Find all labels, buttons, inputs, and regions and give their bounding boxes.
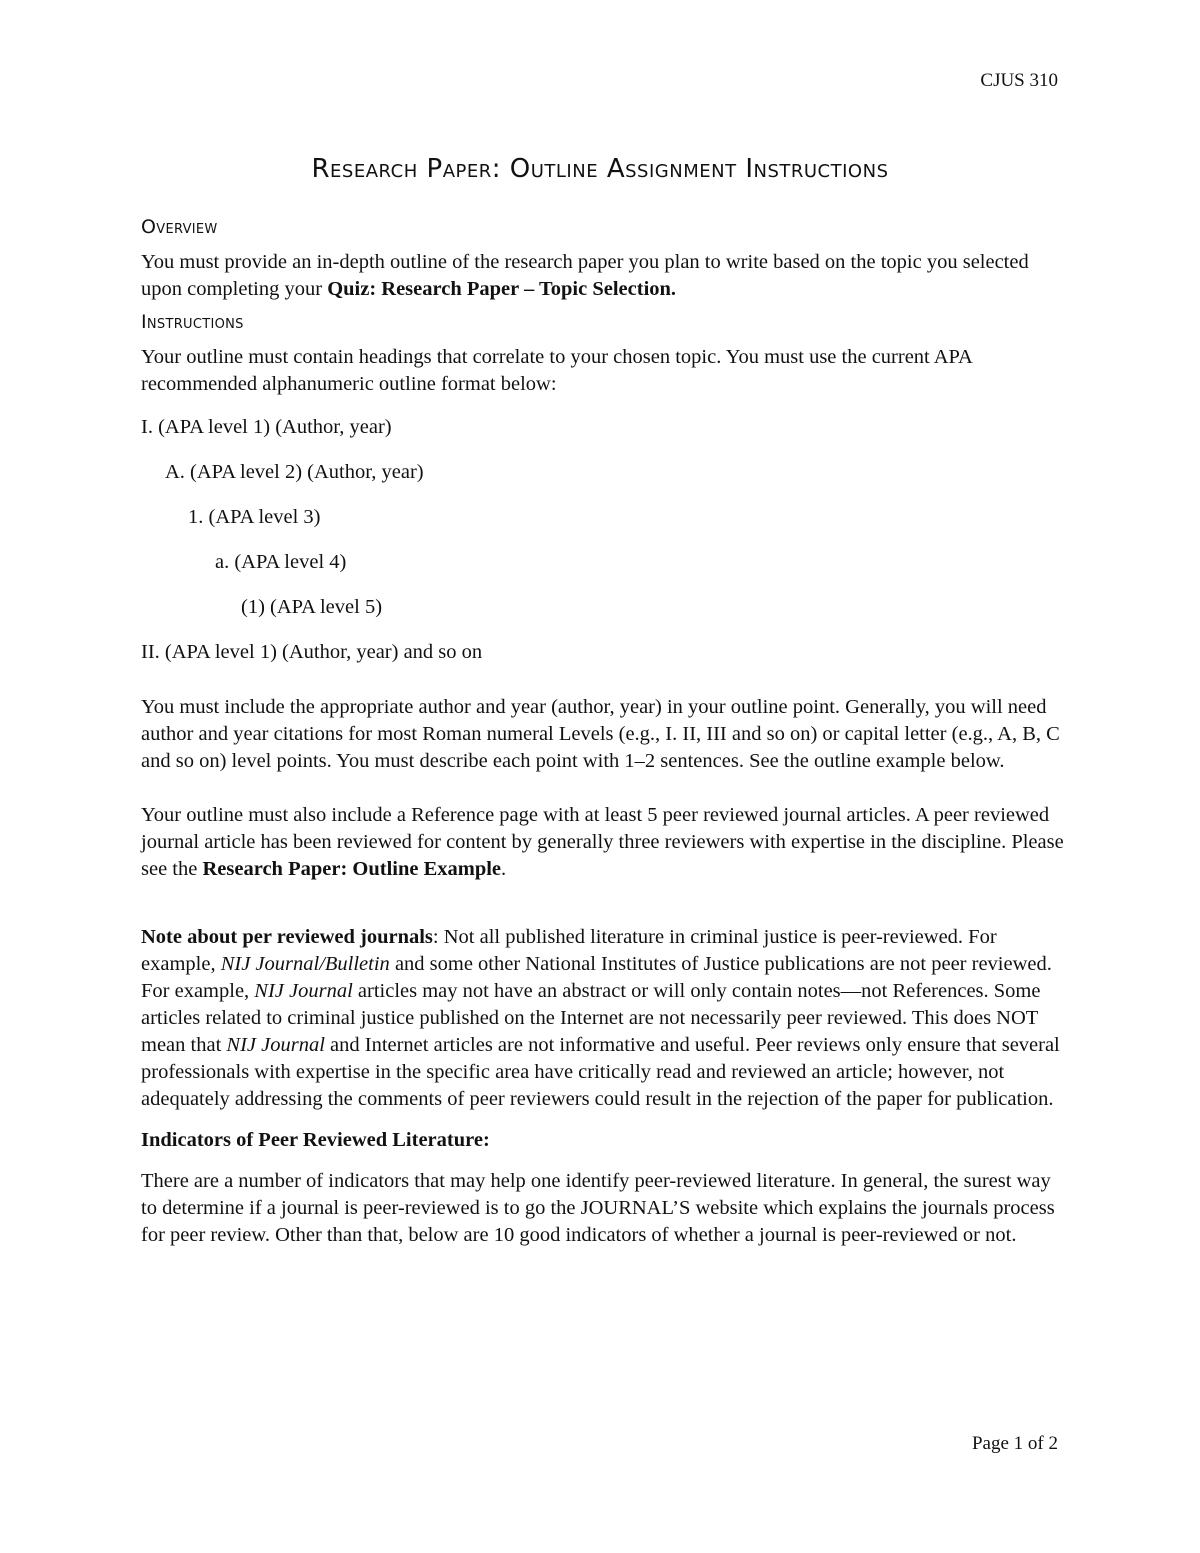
reference-paragraph: Your outline must also include a Reference page with at least 5 peer reviewed journal articles. A peer reviewed journal article has been reviewed for content by generally three reviewers with expertise in the discipline. Please see the Research Paper: Outline Example. — [141, 804, 1064, 880]
indicators-paragraph: There are a number of indicators that may help one identify peer-reviewed literature. In general, the surest way to determine if a journal is peer-reviewed is to go the JOURNAL’S website which explains the journals process for peer review. Other than that, below are 10 good indicators of whether a journal is peer-reviewed or not. — [141, 1170, 1055, 1246]
document-title: Research Paper: Outline Assignment Instructions — [311, 154, 889, 184]
document-body — [141, 214, 1066, 1249]
course-code: CJUS 310 — [980, 70, 1058, 91]
instructions-intro: Your outline must contain headings that correlate to your chosen topic. You must use the current APA recommended alphanumeric outline format below: — [141, 346, 972, 395]
outline-level-2: A. (APA level 2) (Author, year) — [165, 461, 424, 483]
indicators-heading: Indicators of Peer Reviewed Literature: — [141, 1129, 490, 1151]
overview-paragraph: You must provide an in-depth outline of the research paper you plan to write based on the topic you selected upon completing your Quiz: Research Paper – Topic Selection. — [141, 251, 1029, 300]
outline-format — [141, 414, 1066, 678]
page-number: Page 1 of 2 — [971, 1433, 1058, 1454]
outline-level-1: I. (APA level 1) (Author, year) — [141, 416, 392, 438]
instructions-heading: Instructions — [141, 311, 244, 333]
outline-level-5: (1) (APA level 5) — [241, 596, 383, 618]
outline-example-title: Research Paper: Outline Example — [202, 858, 502, 880]
note-paragraph: Note about per reviewed journals: Not all published literature in criminal justice is peer-reviewed. For example, NIJ Journal/Bulletin and some other National Institutes of Justice publications are not peer reviewed. For example, NIJ Journal articles may not have an abstract or will only contain notes—not References. Some articles related to criminal justice published on the Internet are not necessarily peer reviewed. This does NOT mean that NIJ Journal and Internet articles are not informative and useful. Peer reviews only ensure that several professionals with expertise in the specific area have critically read and reviewed an article; however, not adequately addressing the comments of peer reviewers could result in the rejection of the paper for publication. — [141, 926, 1060, 1110]
outline-level-1-second: II. (APA level 1) (Author, year) and so on — [141, 641, 483, 663]
note-label: Note about per reviewed journals — [141, 926, 433, 948]
outline-level-3: 1. (APA level 3) — [188, 506, 321, 528]
outline-level-4: a. (APA level 4) — [215, 551, 347, 573]
quiz-title: Quiz: Research Paper – Topic Selection. — [327, 278, 677, 300]
overview-heading: Overview — [141, 216, 218, 238]
citations-paragraph: You must include the appropriate author and year (author, year) in your outline point. Generally, you will need author and year citations for most Roman numeral Levels (e.g., I. II, III and so on) or capital letter (e.g., A, B, C and so on) level points. You must describe each point with 1–2 sentences. See the outline example below. — [141, 696, 1060, 772]
